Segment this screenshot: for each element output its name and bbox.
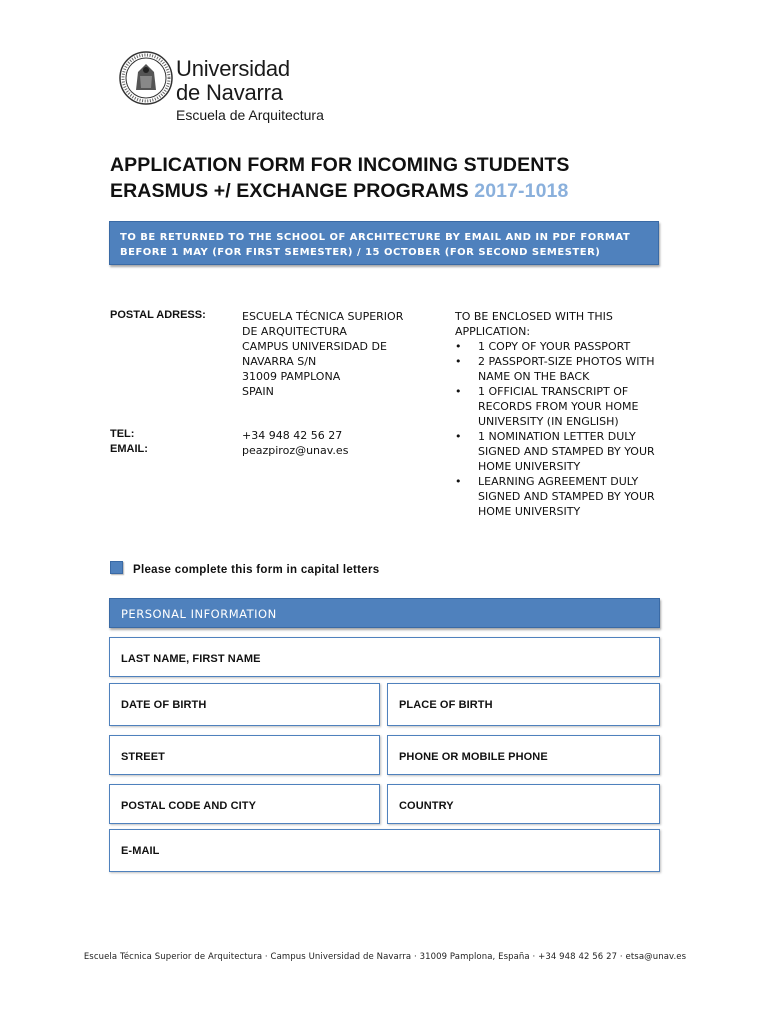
address-line: ESCUELA TÉCNICA SUPERIOR xyxy=(242,310,404,323)
list-item xyxy=(455,339,665,354)
square-bullet-icon xyxy=(110,561,123,574)
tel-value: +34 948 42 56 27 xyxy=(242,429,343,442)
notice-line2: BEFORE 1 MAY (FOR FIRST SEMESTER) / 15 OCTOBER (FOR SECOND SEMESTER) xyxy=(120,247,601,258)
list-item-text: 1 COPY OF YOUR PASSPORT xyxy=(478,340,631,353)
title-year: 2017-1018 xyxy=(474,180,569,202)
field-label: E-MAIL xyxy=(121,845,160,857)
university-logo xyxy=(118,50,348,128)
bullet-icon: • xyxy=(455,385,462,398)
street-field[interactable] xyxy=(109,735,380,775)
list-item-text: 1 OFFICIAL TRANSCRIPT OF RECORDS FROM YOUR HOME UNIVERSITY (IN ENGLISH) xyxy=(478,385,639,428)
list-item-text: 1 NOMINATION LETTER DULY SIGNED AND STAMPED BY YOUR HOME UNIVERSITY xyxy=(478,430,655,473)
place-of-birth-field[interactable] xyxy=(387,683,660,726)
address-line: DE ARQUITECTURA xyxy=(242,325,347,338)
postal-address-label: POSTAL ADRESS: xyxy=(110,309,206,321)
address-line: SPAIN xyxy=(242,385,274,398)
address-line: 31009 PAMPLONA xyxy=(242,370,341,383)
logo-school-name: Escuela de Arquitectura xyxy=(176,107,324,123)
capital-letters-note-text: Please complete this form in capital letters xyxy=(133,564,380,576)
title-program: ERASMUS +/ EXCHANGE PROGRAMS xyxy=(110,180,475,202)
email-link[interactable]: peazpiroz@unav.es xyxy=(242,444,349,457)
page-footer: Escuela Técnica Superior de Arquitectura · Campus Universidad de Navarra · 31009 Pamplona, España · +34 948 42 56 27 · etsa@unav.es xyxy=(83,952,687,962)
capital-letters-note xyxy=(110,561,379,576)
field-label: LAST NAME, FIRST NAME xyxy=(121,653,261,665)
last-first-name-field[interactable] xyxy=(109,637,660,677)
logo-university-line1: Universidad xyxy=(176,56,290,81)
bullet-icon: • xyxy=(455,355,462,368)
bullet-icon: • xyxy=(455,340,462,353)
field-label: COUNTRY xyxy=(399,800,454,812)
email-field[interactable] xyxy=(109,829,660,872)
list-item-text: 2 PASSPORT-SIZE PHOTOS WITH NAME ON THE BACK xyxy=(478,355,655,383)
bullet-icon: • xyxy=(455,475,462,488)
logo-university-line2: de Navarra xyxy=(176,80,283,105)
enclosed-documents xyxy=(455,309,665,519)
address-line: NAVARRA S/N xyxy=(242,355,317,368)
enclosed-list xyxy=(455,339,665,519)
list-item xyxy=(455,429,665,474)
enclosed-heading: TO BE ENCLOSED WITH THIS xyxy=(455,310,613,323)
personal-information-header: PERSONAL INFORMATION xyxy=(109,598,660,628)
field-label: POSTAL CODE AND CITY xyxy=(121,800,257,812)
field-label: STREET xyxy=(121,751,165,763)
deadline-notice-banner xyxy=(109,221,659,265)
field-label: DATE OF BIRTH xyxy=(121,699,207,711)
bullet-icon: • xyxy=(455,430,462,443)
postal-code-city-field[interactable] xyxy=(109,784,380,824)
list-item xyxy=(455,354,665,384)
email-label: EMAIL: xyxy=(110,443,148,455)
phone-field[interactable] xyxy=(387,735,660,775)
date-of-birth-field[interactable] xyxy=(109,683,380,726)
list-item xyxy=(455,384,665,429)
notice-line1: TO BE RETURNED TO THE SCHOOL OF ARCHITECTURE BY EMAIL AND IN PDF FORMAT xyxy=(120,232,631,243)
country-field[interactable] xyxy=(387,784,660,824)
list-item xyxy=(455,474,665,519)
enclosed-heading: APPLICATION: xyxy=(455,325,531,338)
field-label: PHONE OR MOBILE PHONE xyxy=(399,751,548,763)
postal-address xyxy=(242,309,432,399)
address-line: CAMPUS UNIVERSIDAD DE xyxy=(242,340,387,353)
page-title-line1: APPLICATION FORM FOR INCOMING STUDENTS xyxy=(110,154,570,176)
page-title-line2 xyxy=(110,180,568,203)
list-item-text: LEARNING AGREEMENT DULY SIGNED AND STAMPED BY YOUR HOME UNIVERSITY xyxy=(478,475,655,518)
tel-label: TEL: xyxy=(110,428,135,440)
university-seal-icon xyxy=(118,50,174,106)
field-label: PLACE OF BIRTH xyxy=(399,699,493,711)
